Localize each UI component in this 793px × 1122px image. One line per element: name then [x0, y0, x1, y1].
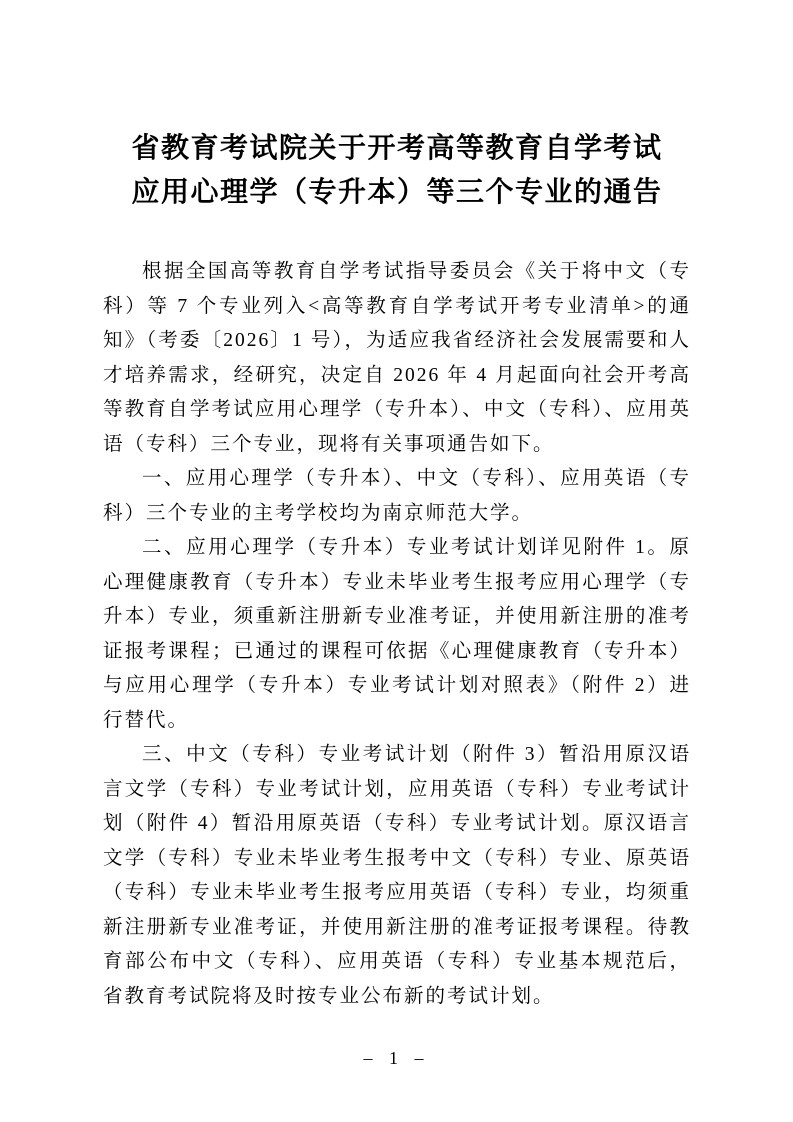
page-footer: [0, 1046, 793, 1070]
paragraph-intro: 根据全国高等教育自学考试指导委员会《关于将中文（专科）等 7 个专业列入<高等教育自学考试开考专业清单>的通知》（考委〔2026〕1 号），为适应我省经济社会发展需要和人才培养需求，经研究，决定自 2026 年 4 月起面向社会开考高等教育自学考试应用心理学（专升本）、中文（专科）、应用英语（专科）三个专业，现将有关事项通告如下。: [103, 261, 691, 455]
paragraph-item-2: 二、应用心理学（专升本）专业考试计划详见附件 1。原心理健康教育（专升本）专业未毕业考生报考应用心理学（专升本）专业，须重新注册新专业准考证，并使用新注册的准考证报考课程；已通过的课程可依据《心理健康教育（专升本）与应用心理学（专升本）专业考试计划对照表》（附件 2）进行替代。: [103, 537, 691, 731]
title-line-1: 省教育考试院关于开考高等教育自学考试: [131, 133, 663, 164]
document-body: [103, 255, 691, 1014]
title-line-2: 应用心理学（专升本）等三个专业的通告: [131, 177, 663, 208]
page-number: – 1 –: [363, 1048, 430, 1068]
document-title: [103, 127, 691, 215]
paragraph-item-3: 三、中文（专科）专业考试计划（附件 3）暂沿用原汉语言文学（专科）专业考试计划，应用英语（专科）专业考试计划（附件 4）暂沿用原英语（专科）专业考试计划。原汉语言文学（专科）专业未毕业考生报考中文（专科）专业、原英语（专科）专业未毕业考生报考应用英语（专科）专业，均须重新注册新专业准考证，并使用新注册的准考证报考课程。待教育部公布中文（专科）、应用英语（专科）专业基本规范后，省教育考试院将及时按专业公布新的考试计划。: [103, 744, 691, 1007]
paragraph-item-1: 一、应用心理学（专升本）、中文（专科）、应用英语（专科）三个专业的主考学校均为南京师范大学。: [103, 468, 691, 524]
